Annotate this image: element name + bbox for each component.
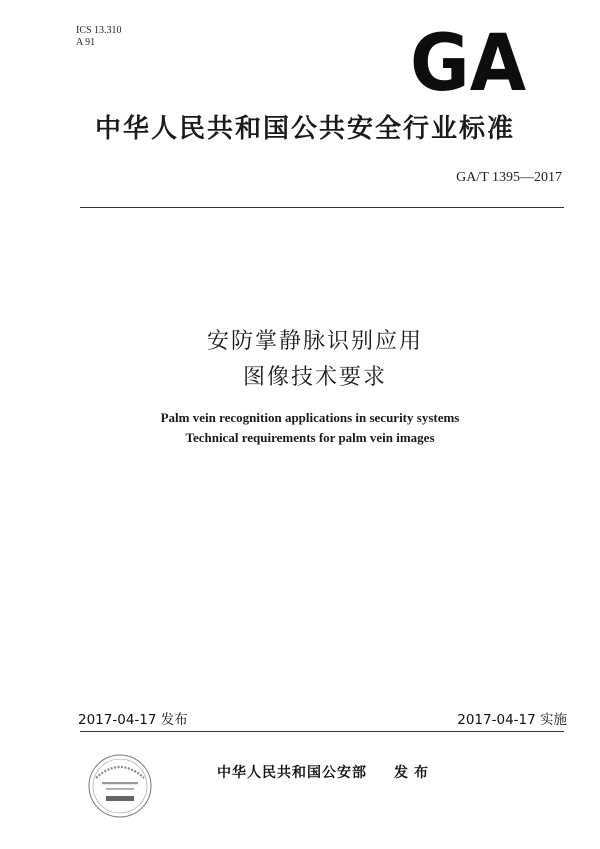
top-divider [80,207,564,208]
ga-logo-text: GA [410,26,526,96]
chinese-title-line-2: 图像技术要求 [242,365,387,390]
english-title-line-1: Palm vein recognition applications in security systems [160,410,460,425]
ga-logo [408,26,528,96]
standard-category-title: 中华人民共和国公共安全行业标准 [94,114,515,144]
library-seal-stamp [86,752,154,820]
ics-code: ICS 13.310 [76,25,122,36]
english-title-line-2: Technical requirements for palm vein images [185,430,435,445]
issue-date: 2017-04-17 发布 [78,712,188,728]
publish-label: 发布 [394,765,434,781]
standard-number: GA/T 1395—2017 [456,170,562,185]
chinese-title-line-1: 安防掌静脉识别应用 [206,329,423,354]
ccs-code: A 91 [76,37,96,48]
bottom-divider [80,731,564,732]
publisher-name: 中华人民共和国公安部 [217,765,367,781]
implementation-date: 2017-04-17 实施 [457,712,567,728]
